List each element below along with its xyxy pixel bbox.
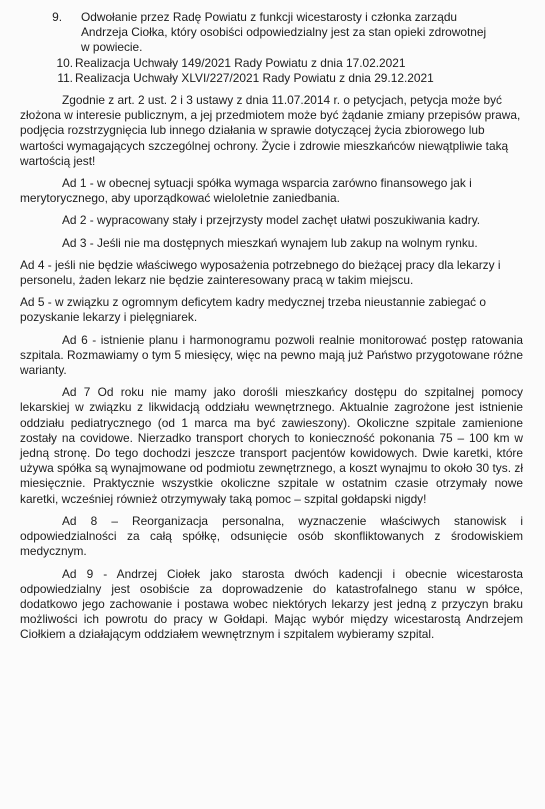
ad4-paragraph: Ad 4 - jeśli nie będzie właściwego wyposażenia potrzebnego do bieżącej pracy dla lekarzy i personelu, żaden lekarz nie będzie zainteresowany pracą w takim miejscu. [20, 257, 501, 288]
list-item [20, 56, 523, 71]
ad8-paragraph: Ad 8 – Reorganizacja personalna, wyznaczenie właściwych stanowisk i odpowiedzialności za całą spółkę, odsunięcie osób skonfliktowanych z środowiskiem medycznym. [20, 513, 523, 559]
list-item-number: 9. [52, 10, 62, 24]
ad6-paragraph: Ad 6 - istnienie planu i harmonogramu pozwoli realnie monitorować postęp ratowania szpitala. Rozmawiamy o tym 5 miesięcy, więc na pewno mają już Państwo przygotowane różne warianty. [20, 332, 523, 378]
list-item-text: Realizacja Uchwały XLVI/227/2021 Rady Powiatu z dnia 29.12.2021 [75, 70, 434, 85]
ad9-paragraph: Ad 9 - Andrzej Ciołek jako starosta dwóch kadencji i obecnie wicestarosta odpowiedzialny jest osobiście za doprowadzenie do katastrofalnego stanu w spółce, dodatkowo jego zachowanie i postawa wobec niektórych lekarzy jest jedną z przyczyn braku możliwości ich powrotu do pracy w Gołdapi. Mając wybór między wicestarostą Andrzejem Ciołkiem a działającym oddziałem wewnętrznym i szpitalem wybieramy szpital. [20, 566, 523, 642]
list-item-text: Realizacja Uchwały 149/2021 Rady Powiatu z dnia 17.02.2021 [75, 55, 406, 70]
list-item-text: Odwołanie przez Radę Powiatu z funkcji wicestarosty i członka zarządu Andrzeja Ciołka, który osobiści odpowiedzialny jest za stan opieki zdrowotnej w powiecie. [81, 10, 487, 55]
list-item-number: 11. [57, 70, 73, 85]
numbered-list [20, 10, 523, 86]
list-item [20, 10, 523, 56]
ad1-paragraph: Ad 1 - w obecnej sytuacji spółka wymaga wsparcia zarówno finansowego jak i merytorycznego, aby uporządkować wieloletnie zaniedbania. [20, 176, 472, 206]
ad2-paragraph: Ad 2 - wypracowany stały i przejrzysty model zachęt ułatwi poszukiwania kadry. [62, 213, 481, 228]
ad5-paragraph: Ad 5 - w związku z ogromnym deficytem kadry medycznej trzeba nieustannie zabiegać o pozyskanie lekarzy i pielęgniarek. [20, 295, 486, 325]
intro-paragraph: Zgodnie z art. 2 ust. 2 i 3 ustawy z dnia 11.07.2014 r. o petycjach, petycja może być złożona w interesie publicznym, a jej przedmiotem może być żądanie zmiany przepisów prawa, podjęcia rozstrzygnięcia lub innego działania w sprawie dotyczącej życia zbiorowego lub wartości wymagających szczególnej ochrony. Życie i zdrowie mieszkańców niewątpliwie taką wartością jest! [20, 93, 521, 168]
ad7-paragraph: Ad 7 Od roku nie mamy jako dorośli mieszkańcy dostępu do szpitalnej pomocy lekarskiej w związku z likwidacją oddziału wewnętrznego. Aktualnie zagrożone jest istnienie oddziału pediatrycznego (od 1 marca ma być zawieszony). Okoliczne szpitale zamienione zostały na covidowe. Nierzadko transport chorych to konieczność pokonania 75 – 100 km w jedną stronę. Do tego dochodzi jeszcze transport pacjentów kowidowych. Dwie karetki, które używa spółka są wynajmowane od podmiotu zewnętrznego, a koszt wynajmu to około 30 tys. zł miesięcznie. Praktycznie wszystkie okoliczne szpitale w ostatnim czasie otrzymały nowe karetki, wcześniej również otrzymywały taką pomoc – szpital gołdapski nigdy! [20, 385, 523, 506]
list-item-number: 10. [56, 55, 73, 70]
ad3-paragraph: Ad 3 - Jeśli nie ma dostępnych mieszkań wynajem lub zakup na wolnym rynku. [62, 235, 478, 250]
list-item [20, 71, 523, 86]
